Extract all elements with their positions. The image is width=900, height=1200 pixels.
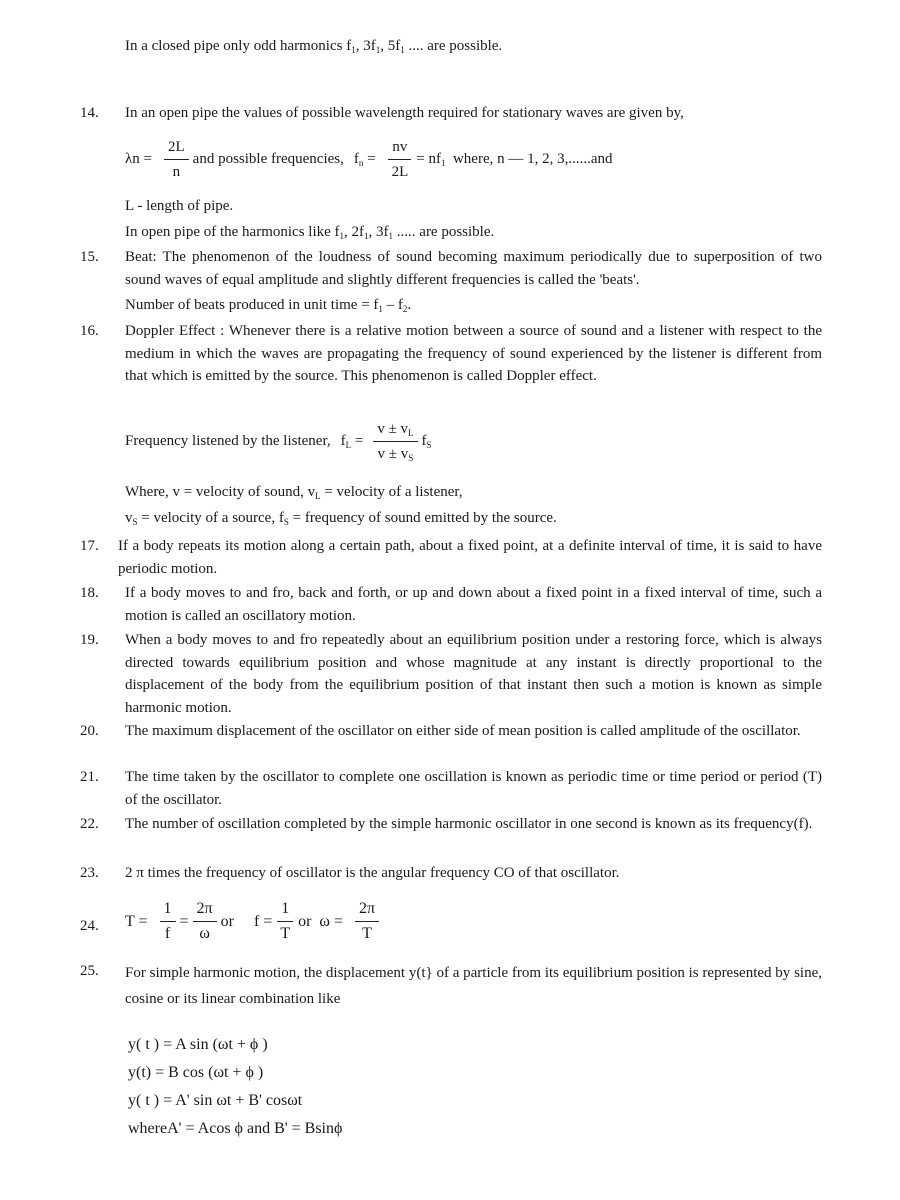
doppler-formula xyxy=(125,420,432,463)
shm-equation: y(t) = B cos (ωt + ϕ ) xyxy=(128,1064,264,1081)
frac-num: 2L xyxy=(164,138,189,160)
beats-formula: Number of beats produced in unit time = $f_1 - f_2$. xyxy=(125,297,412,314)
item-21-text: The time taken by the oscillator to complete one oscillation is known as periodic time or time period or period (T) of the oscillator. xyxy=(125,769,822,808)
item-number: 22. xyxy=(80,816,99,832)
frac-den: $v \pm v_S$ xyxy=(377,446,414,463)
frac-den: T xyxy=(280,925,291,942)
item-17-text: If a body repeats its motion along a certain path, about a fixed point, at a definite interval of time, it is said to have periodic motion. xyxy=(118,538,822,577)
frac-den: f xyxy=(164,925,171,942)
item-15-text: Beat: The phenomenon of the loudness of sound becoming maximum periodically due to superposition of two sound waves of equal amplitude and slightly different frequencies is called the 'beats'. xyxy=(125,249,822,288)
period-formula xyxy=(125,900,383,943)
shm-equation: y( t ) = A' sin ωt + B' cosωt xyxy=(128,1092,303,1109)
frac-den: T xyxy=(362,925,372,942)
open-pipe-harmonics: In open pipe of the harmonics like $f_1$, $2f_1$, $3f_1$ ..... are possible. xyxy=(125,224,495,241)
frac-den: ω xyxy=(199,925,210,942)
closed-pipe-note: In a closed pipe only odd harmonics $f_1$, $3f_1$, $5f_1$ .... are possible. xyxy=(125,38,503,55)
frac-num: 2π xyxy=(355,900,379,922)
where-line-2: $v_S$ = velocity of a source, $f_S$ = frequency of sound emitted by the source. xyxy=(125,510,557,527)
item-18-text: If a body moves to and fro, back and forth, or up and down about a fixed point in a fixed interval of time, such a motion is called an oscillatory motion. xyxy=(125,585,822,624)
or-text: or xyxy=(220,912,234,930)
frac-den: n xyxy=(172,164,181,180)
f-label: f = xyxy=(253,912,273,930)
open-pipe-formula xyxy=(125,138,613,181)
formula-text: and possible frequencies, xyxy=(192,151,344,167)
equals: = xyxy=(179,912,189,930)
shm-equation: whereA' = Acos ϕ and B' = Bsinϕ xyxy=(128,1120,343,1137)
formula-label: Frequency listened by the listener, xyxy=(125,433,331,449)
fn-label: $f_n$ = xyxy=(353,151,376,168)
t-label: T = xyxy=(125,912,148,930)
where-line-1: Where, v = velocity of sound, $v_L$ = velocity of a listener, xyxy=(125,484,463,501)
frac-num: $v \pm v_L$ xyxy=(373,420,417,442)
item-number: 17. xyxy=(80,538,99,554)
item-number: 19. xyxy=(80,632,99,648)
or-omega: or ω = xyxy=(298,912,343,930)
item-number: 21. xyxy=(80,769,99,785)
item-number: 25. xyxy=(80,963,99,979)
shm-equation: y( t ) = A sin (ωt + ϕ ) xyxy=(128,1036,268,1053)
lambda-n: λn = xyxy=(125,151,152,167)
item-16-text: Doppler Effect : Whenever there is a relative motion between a source of sound and a listener with respect to the medium in which the waves are propagating the frequency of sound experienced by the listener is different from that which is emitted by the source. This phenomenon is called Doppler effect. xyxy=(125,323,822,384)
item-19-text: When a body moves to and fro repeatedly about an equilibrium position under a restoring force, which is always directed towards equilibrium position and whose magnitude at any instant is directly proportional to the displacement of the body from the equilibrium position of that instant then such a motion is known as simple harmonic motion. xyxy=(125,632,822,716)
item-number: 24. xyxy=(80,918,99,934)
item-14-text: In an open pipe the values of possible wavelength required for stationary waves are given by, xyxy=(125,105,684,121)
item-number: 23. xyxy=(80,865,99,881)
item-number: 15. xyxy=(80,249,99,265)
item-number: 14. xyxy=(80,105,99,121)
item-number: 18. xyxy=(80,585,99,601)
item-25-text: For simple harmonic motion, the displacement y(t} of a particle from its equilibrium position is represented by sine, cosine or its linear combination like xyxy=(125,965,822,1007)
fl-label: $f_L$ = xyxy=(340,433,364,450)
formula-rhs: = $nf_1$ where, n — 1, 2, 3,......and xyxy=(416,151,613,168)
item-number: 20. xyxy=(80,723,99,739)
item-number: 16. xyxy=(80,323,99,339)
item-23-text: 2 π times the frequency of oscillator is the angular frequency CO of that oscillator. xyxy=(125,865,620,881)
frac-num: nv xyxy=(388,138,411,160)
fs-label: $f_S$ xyxy=(421,433,432,450)
frac-num: 1 xyxy=(277,900,293,922)
frac-den: 2L xyxy=(391,164,409,180)
pipe-length-note: L - length of pipe. xyxy=(125,198,234,214)
frac-num: 2π xyxy=(193,900,217,922)
frac-num: 1 xyxy=(160,900,176,922)
item-20-text: The maximum displacement of the oscillator on either side of mean position is called amplitude of the oscillator. xyxy=(125,723,801,739)
item-22-text: The number of oscillation completed by the simple harmonic oscillator in one second is known as its frequency(f). xyxy=(125,816,813,832)
